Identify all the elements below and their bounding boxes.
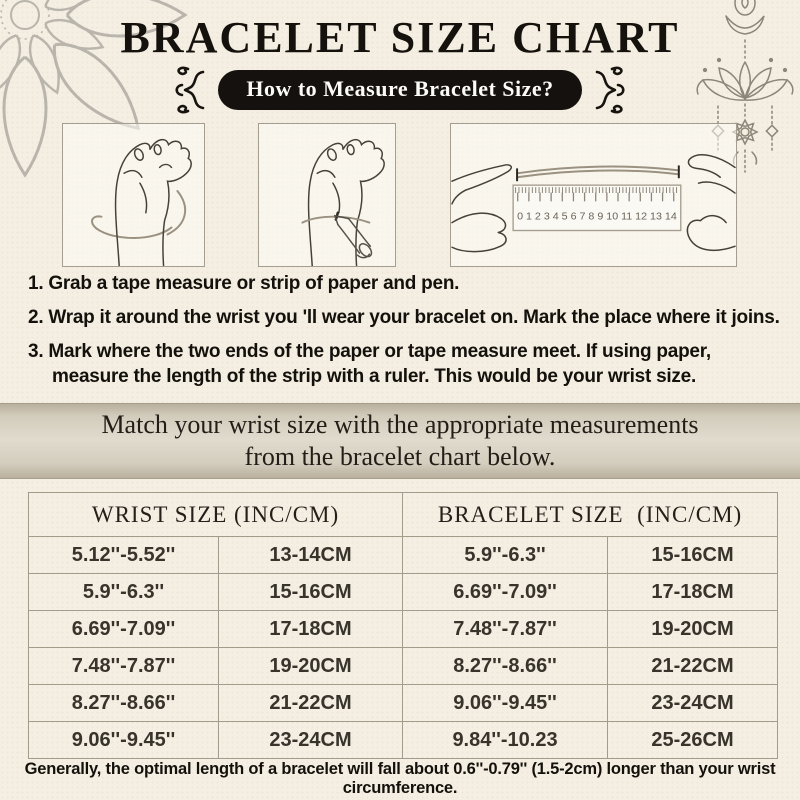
wrap-wrist-illustration xyxy=(62,123,205,267)
table-row xyxy=(29,611,778,648)
table-cell: 17-18CM xyxy=(219,611,403,648)
flourish-left-icon xyxy=(172,65,206,115)
table-header-wrist: WRIST SIZE (INC/CM) xyxy=(29,493,403,537)
match-banner xyxy=(0,403,800,479)
table-row xyxy=(29,722,778,759)
ruler-measure-illustration xyxy=(450,123,737,267)
measure-badge: How to Measure Bracelet Size? xyxy=(218,70,581,110)
badge-row xyxy=(0,68,800,112)
table-cell: 7.48''-7.87'' xyxy=(29,648,219,685)
banner-line: Match your wrist size with the appropriate measurements xyxy=(101,409,699,439)
table-cell: 15-16CM xyxy=(608,537,778,574)
table-cell: 7.48''-7.87'' xyxy=(403,611,608,648)
banner-line: from the bracelet chart below. xyxy=(244,442,556,471)
table-row xyxy=(29,685,778,722)
footer-note: Generally, the optimal length of a bracelet will fall about 0.6''-0.79'' (1.5-2cm) longer than your wrist circumference. xyxy=(24,760,776,797)
table-cell: 9.06''-9.45'' xyxy=(29,722,219,759)
table-cell: 8.27''-8.66'' xyxy=(403,648,608,685)
step-item: 2. Wrap it around the wrist you 'll wear your bracelet on. Mark the place where it joins. xyxy=(28,307,780,329)
table-header-row xyxy=(29,493,778,537)
table-cell: 6.69''-7.09'' xyxy=(29,611,219,648)
table-cell: 25-26CM xyxy=(608,722,778,759)
table-cell: 13-14CM xyxy=(219,537,403,574)
table-cell: 19-20CM xyxy=(608,611,778,648)
page-title: BRACELET SIZE CHART xyxy=(120,13,680,62)
table-row xyxy=(29,537,778,574)
table-cell: 5.9''-6.3'' xyxy=(29,574,219,611)
step-item: 1. Grab a tape measure or strip of paper and pen. xyxy=(28,273,460,294)
table-cell: 19-20CM xyxy=(219,648,403,685)
table-cell: 17-18CM xyxy=(608,574,778,611)
table-header-bracelet: BRACELET SIZE (INC/CM) xyxy=(403,493,778,537)
table-cell: 9.84''-10.23 xyxy=(403,722,608,759)
table-cell: 9.06''-9.45'' xyxy=(403,685,608,722)
size-table xyxy=(28,492,778,759)
table-cell: 23-24CM xyxy=(219,722,403,759)
ruler-numbers: 0 1 2 3 4 5 6 7 8 9 10 11 12 13 14 xyxy=(517,211,678,223)
table-cell: 6.69''-7.09'' xyxy=(403,574,608,611)
table-cell: 23-24CM xyxy=(608,685,778,722)
flourish-right-icon xyxy=(594,65,628,115)
table-row xyxy=(29,648,778,685)
illustration-row xyxy=(0,123,800,269)
table-cell: 21-22CM xyxy=(608,648,778,685)
table-row xyxy=(29,574,778,611)
table-cell: 21-22CM xyxy=(219,685,403,722)
table-cell: 15-16CM xyxy=(219,574,403,611)
step-item: 3. Mark where the two ends of the paper or tape measure meet. If using paper, measure the length of the strip with a ruler. This would be your wrist size. xyxy=(28,341,711,388)
instruction-steps xyxy=(28,271,784,398)
table-cell: 8.27''-8.66'' xyxy=(29,685,219,722)
table-cell: 5.12''-5.52'' xyxy=(29,537,219,574)
table-cell: 5.9''-6.3'' xyxy=(403,537,608,574)
mark-wrist-illustration xyxy=(258,123,396,267)
